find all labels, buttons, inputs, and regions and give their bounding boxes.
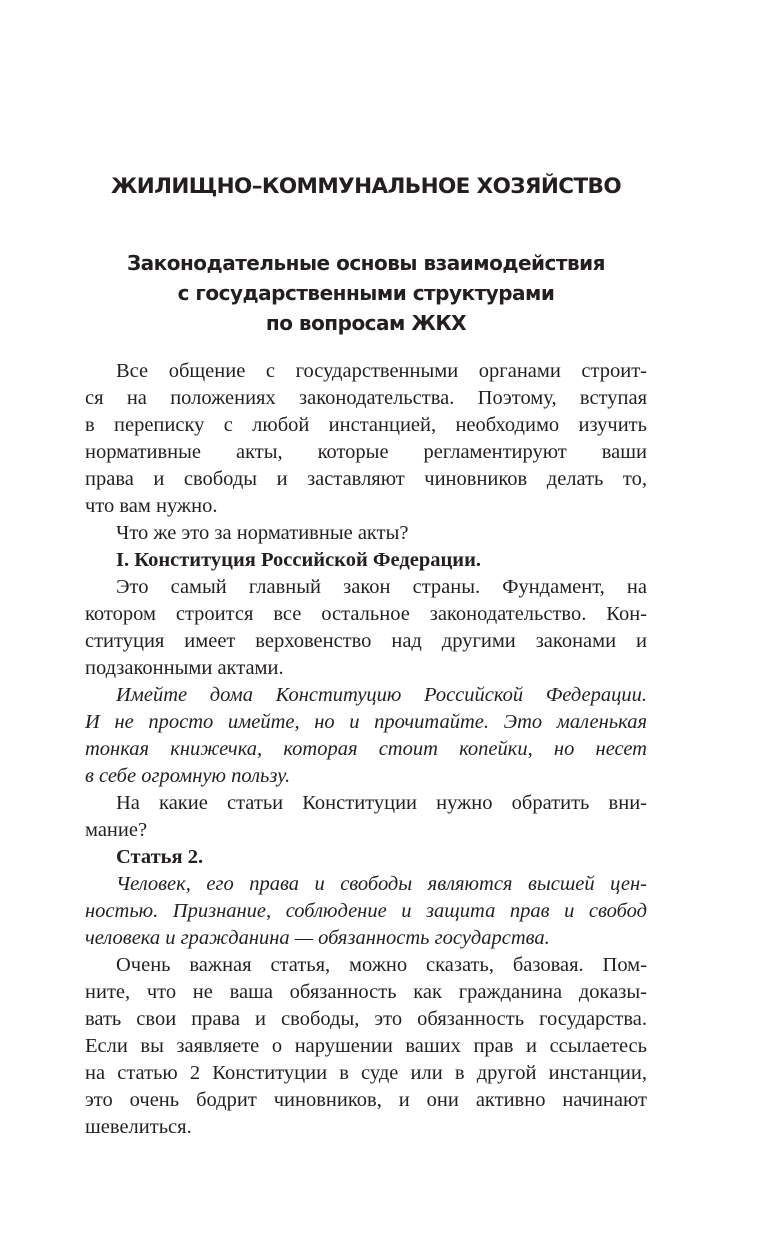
text-line: шевелиться. xyxy=(85,1116,192,1138)
text-line: ностью. Признание, соблюдение и защита прав и свобод xyxy=(85,900,647,922)
text-line: что вам нужно. xyxy=(85,495,218,517)
heading-article-2 xyxy=(85,844,647,871)
section-title-line: по вопросам ЖКХ xyxy=(265,311,467,335)
text-line: мание? xyxy=(85,819,148,841)
text-line: это очень бодрит чиновников, и они активно начинают xyxy=(85,1089,647,1111)
paragraph-intro xyxy=(85,358,647,520)
text-line: Имейте дома Конституцию Российской Федерации. xyxy=(116,684,647,706)
text-line: ся на положениях законодательства. Поэтому, вступая xyxy=(85,387,647,409)
text-line: котором строится все остальное законодательство. Кон- xyxy=(85,603,647,625)
text-line: ституция имеет верховенство над другими законами и xyxy=(85,630,647,652)
text-line: в переписку с любой инстанцией, необходимо изучить xyxy=(85,414,647,436)
body-text xyxy=(85,358,647,1141)
section-title-line: Законодательные основы взаимодействия xyxy=(126,251,606,275)
paragraph-constitution-description xyxy=(85,574,647,682)
text-line: Если вы заявляете о нарушении ваших прав и ссылаетесь xyxy=(85,1035,647,1057)
paragraph-advice xyxy=(85,682,647,790)
text-line: на статью 2 Конституции в суде или в другой инстанции, xyxy=(85,1062,647,1084)
text-line: I. Конституция Российской Федерации. xyxy=(116,549,482,571)
section-title-line: с государственными структурами xyxy=(177,281,555,305)
text-line: Статья 2. xyxy=(116,846,204,868)
section-title xyxy=(85,248,647,338)
text-line: человека и гражданина — обязанность государства. xyxy=(85,927,550,949)
text-line: вать свои права и свободы, это обязанность государства. xyxy=(85,1008,647,1030)
text-line: И не просто имейте, но и прочитайте. Это маленькая xyxy=(85,711,647,733)
heading-constitution xyxy=(85,547,647,574)
text-line: ните, что не ваша обязанность как гражданина доказы- xyxy=(85,981,647,1003)
paragraph-question xyxy=(85,520,647,547)
text-line: права и свободы и заставляют чиновников делать то, xyxy=(85,468,647,490)
text-line: в себе огромную пользу. xyxy=(85,765,291,787)
text-line: Человек, его права и свободы являются высшей цен- xyxy=(116,873,647,895)
text-line: тонкая книжечка, которая стоит копейки, но несет xyxy=(85,738,647,760)
text-line: Что же это за нормативные акты? xyxy=(116,522,409,544)
text-line: Очень важная статья, можно сказать, базовая. Пом- xyxy=(116,954,647,976)
text-line: Все общение с государственными органами строит- xyxy=(116,360,647,382)
text-line: нормативные акты, которые регламентируют ваши xyxy=(85,441,647,463)
paragraph-articles-question xyxy=(85,790,647,844)
chapter-title: ЖИЛИЩНО–КОММУНАЛЬНОЕ ХОЗЯЙСТВО xyxy=(110,174,621,199)
text-line: На какие статьи Конституции нужно обратить вни- xyxy=(116,792,647,814)
text-line: Это самый главный закон страны. Фундамент, на xyxy=(116,576,647,598)
text-line: подзаконными актами. xyxy=(85,657,284,679)
paragraph-article-2-quote xyxy=(85,871,647,952)
paragraph-article-2-commentary xyxy=(85,952,647,1141)
